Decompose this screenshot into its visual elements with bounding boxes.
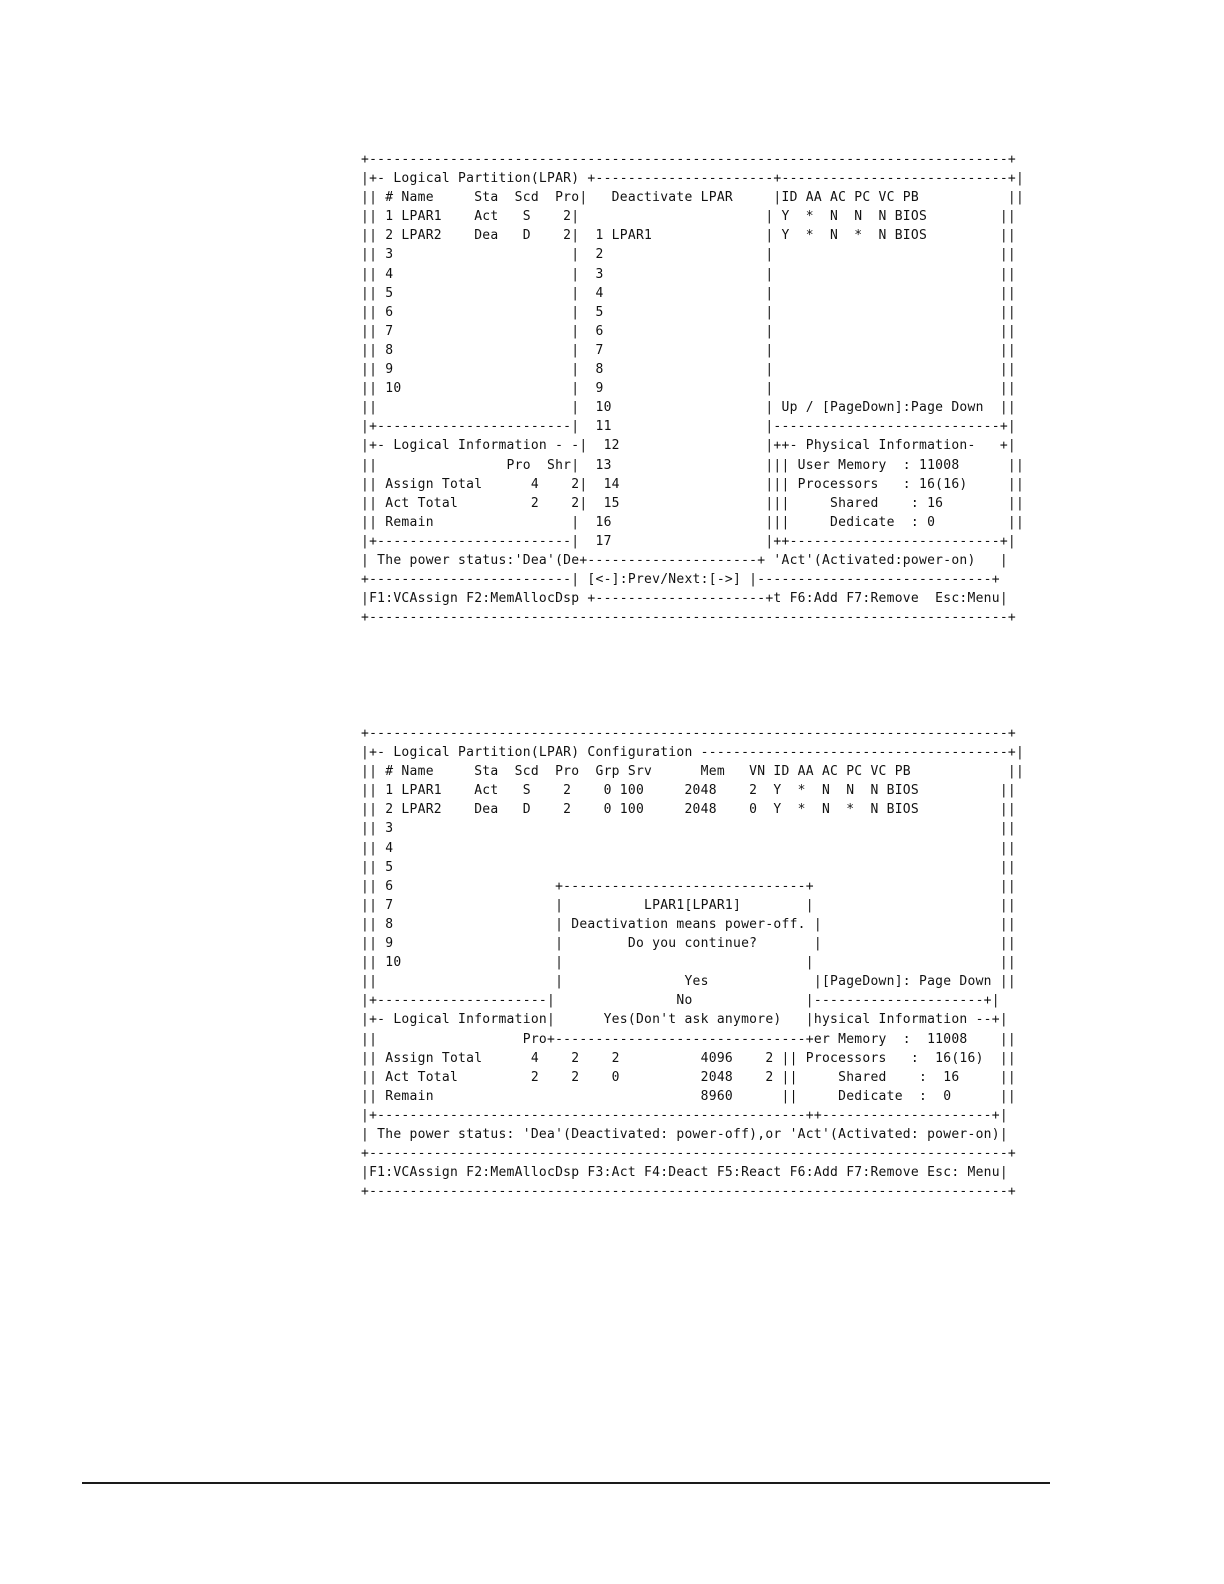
dialog-yes-line[interactable]: || | Yes |[PageDown]: Page Down || [361,974,1017,990]
screen-line[interactable]: || 1 LPAR1 Act S 2| | Y * N N N BIOS || [361,209,1017,225]
screen-line: | The power status: 'Dea'(Deactivated: power-off),or 'Act'(Activated: power-on)| [361,1126,1008,1142]
screen-line: || Pro+-------------------------------+er Memory : 11008 || [361,1031,1017,1047]
screen-line[interactable]: || 2 LPAR2 Dea D 2| 1 LPAR1 | Y * N * N BIOS || [361,228,1017,244]
screen-line[interactable]: || 1 LPAR1 Act S 2 0 100 2048 2 Y * N N N BIOS || [361,783,1017,799]
screen-line: || Act Total 2 2 0 2048 2 || Shared : 16 || [361,1069,1017,1085]
page-footer-rule [82,1482,1050,1484]
screen-line: +-------------------------------------------------------------------------------+ [361,610,1017,626]
screen-line: || 7 | LPAR1[LPAR1] | || [361,897,1017,913]
screen-line[interactable]: || 7 | 6 | || [361,323,1017,339]
screen-line[interactable]: || 4 | 3 | || [361,266,1017,282]
screen-line[interactable]: || 8 | 7 | || [361,342,1017,358]
prev-next-line[interactable]: +-------------------------| [<-]:Prev/Next:[->] |-----------------------------+ [361,572,1000,588]
dialog-yes-dont-ask-line[interactable]: |+- Logical Information| Yes(Don't ask anymore) |hysical Information --+| [361,1012,1008,1028]
screen-line: |+-----------------------------------------------------++---------------------+| [361,1107,1008,1123]
screen-line: +-------------------------------------------------------------------------------+ [361,152,1017,167]
dialog-no-line[interactable]: |+---------------------| No |---------------------+| [361,993,1000,1009]
function-key-bar[interactable]: |F1:VCAssign F2:MemAllocDsp +---------------------+t F6:Add F7:Remove Esc:Menu| [361,591,1008,607]
screen-line: || Remain 8960 || Dedicate : 0 || [361,1088,1017,1104]
screen-line[interactable]: || | 10 | Up / [PageDown]:Page Down || [361,400,1017,416]
screen-line: || 6 +------------------------------+ || [361,878,1017,894]
screen-line[interactable]: || 3 || [361,821,1017,837]
screen-line: |+- Logical Partition(LPAR) Configuration --------------------------------------+| [361,745,1025,761]
screen-line: || 8 | Deactivation means power-off. | || [361,916,1017,932]
screen-line[interactable]: || 5 | 4 | || [361,285,1017,301]
screen-line[interactable]: || 9 | 8 | || [361,362,1017,378]
screen-line[interactable]: || 4 || [361,840,1017,856]
screen-line: || # Name Sta Scd Pro Grp Srv Mem VN ID AA AC PC VC PB || [361,764,1025,780]
screen-line[interactable]: || Remain | 16 ||| Dedicate : 0 || [361,514,1025,530]
screen-line[interactable]: || 2 LPAR2 Dea D 2 0 100 2048 0 Y * N * N BIOS || [361,802,1017,818]
screen-line: || 10 | | || [361,955,1017,971]
screen-line[interactable]: |+------------------------| 17 |++--------------------------+| [361,533,1017,549]
screen-line[interactable]: || 6 | 5 | || [361,304,1017,320]
lpar-configuration-screen [361,724,1024,1201]
screen-line: | The power status:'Dea'(De+---------------------+ 'Act'(Activated:power-on) | [361,552,1008,568]
screen-line[interactable]: || Pro Shr| 13 ||| User Memory : 11008 || [361,457,1025,473]
screen-line: || Assign Total 4 2 2 4096 2 || Processors : 16(16) || [361,1050,1017,1066]
lpar-deactivate-screen [361,150,1024,627]
screen-line[interactable]: || 10 | 9 | || [361,381,1017,397]
screen-line: |+- Logical Partition(LPAR) +----------------------+----------------------------+| [361,171,1025,187]
screen-line: || # Name Sta Scd Pro| Deactivate LPAR |ID AA AC PC VC PB || [361,190,1025,206]
screen-line: || 9 | Do you continue? | || [361,936,1017,952]
screen-line[interactable]: |+- Logical Information - -| 12 |++- Physical Information- +| [361,438,1017,454]
screen-line[interactable]: || Assign Total 4 2| 14 ||| Processors : 16(16) || [361,476,1025,492]
screen-line[interactable]: || 3 | 2 | || [361,247,1017,263]
screen-line[interactable]: |+------------------------| 11 |----------------------------+| [361,419,1017,435]
screen-line: +-------------------------------------------------------------------------------+ [361,1146,1017,1162]
function-key-bar[interactable]: |F1:VCAssign F2:MemAllocDsp F3:Act F4:Deact F5:React F6:Add F7:Remove Esc: Menu| [361,1165,1008,1181]
screen-line: +-------------------------------------------------------------------------------+ [361,1184,1017,1200]
screen-line: +-------------------------------------------------------------------------------+ [361,726,1017,741]
screen-line[interactable]: || Act Total 2 2| 15 ||| Shared : 16 || [361,495,1025,511]
screen-line[interactable]: || 5 || [361,859,1017,875]
